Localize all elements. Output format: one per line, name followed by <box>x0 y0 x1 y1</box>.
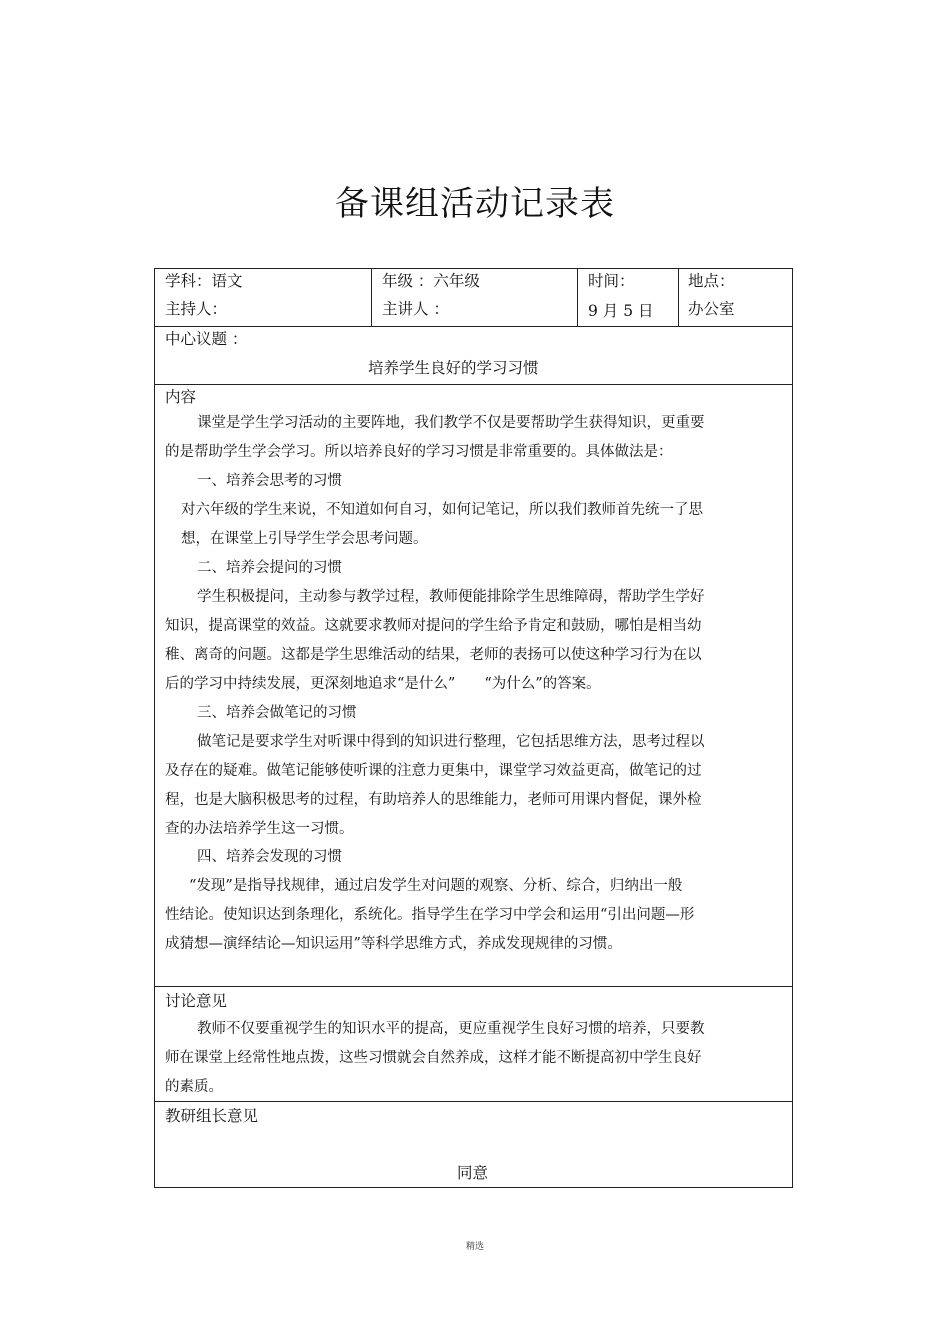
discussion-label: 讨论意见 <box>165 992 228 1010</box>
content-intro <box>165 409 725 467</box>
section-1 <box>165 467 725 554</box>
subject-cell: 学科：语文 <box>165 272 243 290</box>
record-table <box>154 268 793 1188</box>
leader-label: 教研组长意见 <box>165 1107 259 1125</box>
section-title: 三、培养会做笔记的习惯 <box>197 705 357 721</box>
section-title: 二、培养会提问的习惯 <box>197 560 342 576</box>
section-line: 后的学习中持续发展，更深刻地追求“是什么” “为什么”的答案。 <box>165 676 601 692</box>
section-line: 做笔记是要求学生对听课中得到的知识进行整理，它包括思维方法，思考过程以 <box>197 734 705 750</box>
time-label: 时间： <box>588 272 635 290</box>
section-line: 成猜想—演绎结论—知识运用”等科学思维方式，养成发现规律的习惯。 <box>165 936 622 952</box>
header-divider <box>371 269 372 326</box>
section-line: 性结论。使知识达到条理化，系统化。指导学生在学习中学会和运用“引出问题—形 <box>165 907 695 923</box>
discussion-line: 教师不仅要重视学生的知识水平的提高，更应重视学生良好习惯的培养，只要教 <box>197 1021 705 1037</box>
topic-value: 培养学生良好的学习习惯 <box>368 359 539 377</box>
section-line: 对六年级的学生来说，不知道如何自习，如何记笔记，所以我们教师首先统一了思 <box>181 502 703 518</box>
topic-label: 中心议题 ： <box>165 330 248 348</box>
intro-line: 课堂是学生学习活动的主要阵地，我们教学不仅是要帮助学生获得知识，更重要 <box>197 415 705 431</box>
section-line: 想，在课堂上引导学生学会思考问题。 <box>181 531 428 547</box>
grade-cell: 年级 ：六年级 <box>382 272 480 290</box>
header-divider <box>577 269 578 326</box>
section-4 <box>165 843 725 959</box>
section-line: 知识，提高课堂的效益。这就要求教师对提问的学生给予肯定和鼓励，哪怕是相当幼 <box>165 618 702 634</box>
host-cell: 主持人： <box>165 300 228 318</box>
section-3 <box>165 699 725 844</box>
row-divider <box>155 986 792 987</box>
section-line: 学生积极提问，主动参与教学过程，教师便能排除学生思维障碍，帮助学生学好 <box>197 589 705 605</box>
section-line: 及存在的疑难。做笔记能够使听课的注意力更集中，课堂学习效益更高，做笔记的过 <box>165 763 702 779</box>
section-line: “发现”是指导找规律，通过启发学生对问题的观察、分析、综合，归纳出一般 <box>189 878 683 894</box>
place-label: 地点： <box>688 272 735 290</box>
content-label: 内容 <box>165 388 197 406</box>
intro-line: 的是帮助学生学会学习。所以培养良好的学习习惯是非常重要的。具体做法是： <box>165 444 673 460</box>
page-title: 备课组活动记录表 <box>335 184 615 224</box>
section-line: 稚、离奇的问题。这都是学生思维活动的结果，老师的表扬可以使这种学习行为在以 <box>165 647 702 663</box>
place-value: 办公室 <box>688 300 735 318</box>
row-divider <box>155 1101 792 1102</box>
leader-value: 同意 <box>457 1164 489 1182</box>
section-title: 四、培养会发现的习惯 <box>197 849 342 865</box>
discussion-line: 师在课堂上经常性地点拨，这些习惯就会自然养成，这样才能不断提高初中学生良好 <box>165 1050 702 1066</box>
time-value: 9 月 5 日 <box>588 302 654 320</box>
row-divider <box>155 384 792 385</box>
row-divider <box>155 326 792 327</box>
discussion-line: 的素质。 <box>165 1079 223 1095</box>
section-2 <box>165 554 725 699</box>
discussion-text <box>165 1015 725 1102</box>
header-divider <box>678 269 679 326</box>
section-title: 一、培养会思考的习惯 <box>197 473 342 489</box>
section-line: 查的办法培养学生这一习惯。 <box>165 821 354 837</box>
speaker-cell: 主讲人 ： <box>382 300 449 318</box>
section-line: 程，也是大脑积极思考的过程，有助培养人的思维能力，老师可用课内督促，课外检 <box>165 792 702 808</box>
page-footer: 精选 <box>465 1242 484 1252</box>
